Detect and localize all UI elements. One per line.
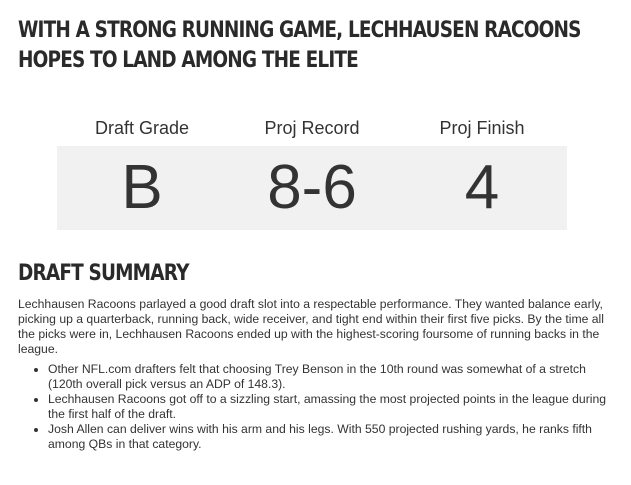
draft-stats (57, 116, 567, 230)
draft-grade-label: Draft Grade (94, 118, 190, 138)
summary-bullet-list (18, 362, 614, 452)
proj-record-label: Proj Record (264, 118, 360, 138)
proj-record-value: 8-6 (267, 153, 357, 222)
list-item: • Josh Allen can deliver wins with his arm and his legs. With 550 projected rushing yards, he ranks fifth among QBs in that category. (48, 422, 614, 452)
proj-finish-value: 4 (464, 153, 500, 222)
draft-grade-value: B (121, 153, 163, 222)
draft-summary-title: DRAFT SUMMARY (18, 261, 189, 286)
proj-finish-label: Proj Finish (439, 118, 525, 138)
stat-values-box (57, 146, 567, 230)
stat-labels-row (57, 116, 567, 144)
headline: WITH A STRONG RUNNING GAME, LECHHAUSEN RACOONS HOPES TO LAND AMONG THE ELITE (18, 18, 581, 73)
list-item: • Lechhausen Racoons got off to a sizzling start, amassing the most projected points in the league during the first half of the draft. (48, 392, 614, 422)
list-item: • Other NFL.com drafters felt that choosing Trey Benson in the 10th round was somewhat of a stretch (120th overall pick versus an ADP of 148.3). (48, 362, 614, 392)
draft-summary-paragraph: Lechhausen Racoons parlayed a good draft slot into a respectable performance. They wanted balance early, picking up a quarterback, running back, wide receiver, and tight end within their first five picks. By the time all the picks were in, Lechhausen Racoons ended up with the highest-scoring foursome of running backs in the league. (18, 297, 604, 356)
